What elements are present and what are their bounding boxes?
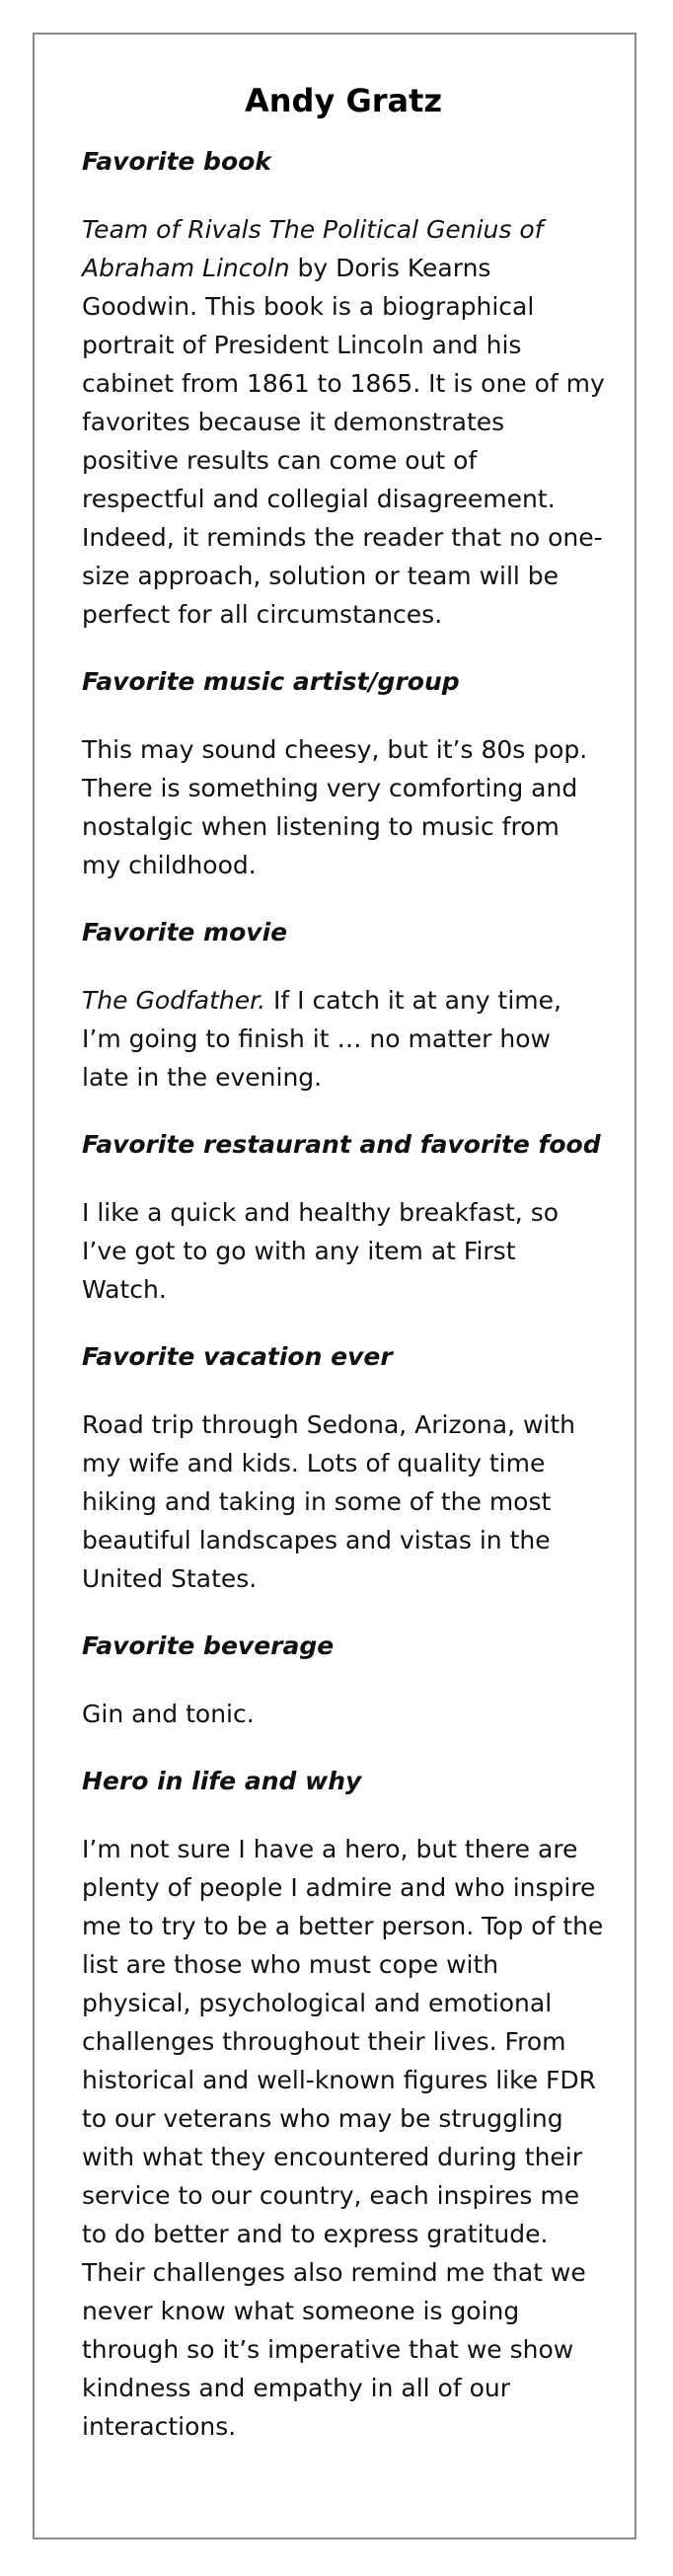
answer-favorite-book: [82, 210, 605, 634]
answer-favorite-restaurant: I like a quick and healthy breakfast, so I’ve got to go with any item at First Watch.: [82, 1198, 560, 1305]
question-favorite-restaurant: Favorite restaurant and favorite food: [82, 1130, 601, 1160]
movie-description: If I catch it at any time, I’m going to finish it … no matter how late in the evening.: [82, 986, 561, 1093]
question-favorite-movie: Favorite movie: [82, 918, 288, 947]
profile-content: [82, 82, 605, 2446]
answer-favorite-beverage: Gin and tonic.: [82, 1700, 255, 1729]
question-favorite-book: Favorite book: [82, 147, 271, 177]
question-hero: Hero in life and why: [82, 1767, 362, 1796]
profile-card: [33, 33, 636, 2539]
question-favorite-vacation: Favorite vacation ever: [82, 1342, 393, 1372]
answer-favorite-music: This may sound cheesy, but it’s 80s pop. There is something very comforting and nostalgic when listening to music from my childhood.: [82, 735, 588, 880]
book-title: Team of Rivals The Political Genius of Abraham Lincoln: [82, 215, 544, 283]
person-name: Andy Gratz: [244, 82, 442, 119]
answer-favorite-movie: [82, 981, 605, 1097]
question-favorite-music: Favorite music artist/group: [82, 667, 460, 697]
book-description: by Doris Kearns Goodwin. This book is a biographical portrait of President Lincoln and his cabinet from 1861 to 1865. It is one of my favorites because it demonstrates positive results can come out of respectful and collegial disagreement. Indeed, it reminds the reader that no one-size approach, solution or team will be perfect for all circumstances.: [82, 254, 605, 630]
answer-favorite-vacation: Road trip through Sedona, Arizona, with my wife and kids. Lots of quality time hiking and taking in some of the most beautiful landscapes and vistas in the United States.: [82, 1410, 576, 1594]
movie-title: The Godfather.: [82, 986, 266, 1016]
question-favorite-beverage: Favorite beverage: [82, 1631, 335, 1661]
answer-hero: I’m not sure I have a hero, but there are plenty of people I admire and who inspire me to try to be a better person. Top of the list are those who must cope with physical, psychological and emotional challenges throughout their lives. From historical and well-known figures like FDR to our veterans who may be struggling with what they encountered during their service to our country, each inspires me to do better and to express gratitude. Their challenges also remind me that we never know what someone is going through so it’s imperative that we show kindness and empathy in all of our interactions.: [82, 1835, 604, 2442]
